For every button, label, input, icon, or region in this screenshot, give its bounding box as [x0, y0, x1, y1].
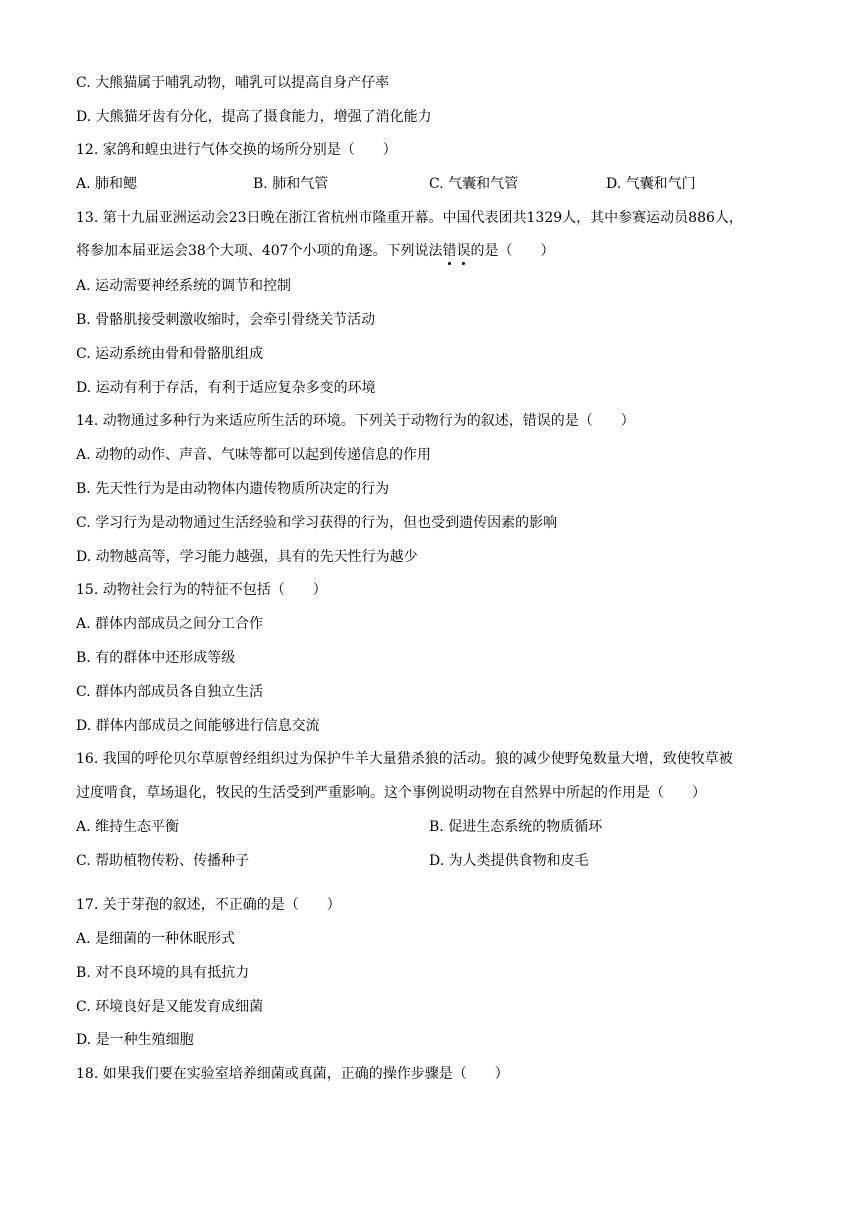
q12-option-c: C. 气囊和气管 — [429, 176, 519, 192]
q16-stem-line1: 16. 我国的呼伦贝尔草原曾经组织过为保护牛羊大量猎杀狼的活动。狼的减少使野兔数量大增，致使牧草被 — [76, 751, 733, 767]
q16-option-a: A. 维持生态平衡 — [76, 819, 180, 835]
q12-stem: 12. 家鸽和蝗虫进行气体交换的场所分别是（ ） — [76, 142, 397, 158]
q13-option-d: D. 运动有利于存活，有利于适应复杂多变的环境 — [76, 380, 376, 396]
emphasis-char: 错 — [442, 243, 457, 259]
q16-option-c: C. 帮助植物传粉、传播种子 — [76, 853, 250, 869]
q17-option-c: C. 环境良好是又能发育成细菌 — [76, 999, 264, 1015]
q13-stem-line1: 13. 第十九届亚洲运动会23日晚在浙江省杭州市隆重开幕。中国代表团共1329人，其中参赛运动员886人， — [76, 210, 743, 226]
q14-option-b: B. 先天性行为是由动物体内遗传物质所决定的行为 — [76, 481, 390, 497]
q17-option-d: D. 是一种生殖细胞 — [76, 1032, 194, 1048]
q14-stem: 14. 动物通过多种行为来适应所生活的环境。下列关于动物行为的叙述，错误的是（ ） — [76, 413, 635, 429]
q15-option-b: B. 有的群体中还形成等级 — [76, 650, 236, 666]
q15-option-d: D. 群体内部成员之间能够进行信息交流 — [76, 718, 320, 734]
q17-stem: 17. 关于芽孢的叙述，不正确的是（ ） — [76, 897, 341, 913]
q17-option-b: B. 对不良环境的具有抵抗力 — [76, 965, 250, 981]
q11-option-c: C. 大熊猫属于哺乳动物，哺乳可以提高自身产仔率 — [76, 75, 390, 91]
q11-option-d: D. 大熊猫牙齿有分化，提高了摄食能力，增强了消化能力 — [76, 109, 432, 125]
q13-option-b: B. 骨骼肌接受刺激收缩时，会牵引骨绕关节活动 — [76, 312, 376, 328]
q16-option-b: B. 促进生态系统的物质循环 — [429, 819, 603, 835]
q16-stem-line2: 过度啃食，草场退化，牧民的生活受到严重影响。这个事例说明动物在自然界中所起的作用是（ ） — [76, 785, 706, 801]
q15-stem: 15. 动物社会行为的特征不包括（ ） — [76, 582, 327, 598]
q13-stem-text: 将参加本届亚运会38个大项、407个小项的角逐。下列说法 — [76, 243, 443, 259]
q12-option-b: B. 肺和气管 — [253, 176, 329, 192]
q14-option-c: C. 学习行为是动物通过生活经验和学习获得的行为，但也受到遗传因素的影响 — [76, 515, 558, 531]
q14-option-d: D. 动物越高等，学习能力越强，具有的先天性行为越少 — [76, 549, 418, 565]
q13-stem-text: 的是（ ） — [470, 243, 555, 259]
q15-option-c: C. 群体内部成员各自独立生活 — [76, 684, 264, 700]
q17-option-a: A. 是细菌的一种休眠形式 — [76, 931, 236, 947]
q13-option-c: C. 运动系统由骨和骨骼肌组成 — [76, 346, 264, 362]
q13-stem-line2 — [76, 241, 555, 261]
q16-option-d: D. 为人类提供食物和皮毛 — [429, 853, 589, 869]
q13-option-a: A. 运动需要神经系统的调节和控制 — [76, 278, 292, 294]
emphasis-char: 误 — [456, 243, 471, 259]
q15-option-a: A. 群体内部成员之间分工合作 — [76, 616, 264, 632]
q14-option-a: A. 动物的动作、声音、气味等都可以起到传递信息的作用 — [76, 447, 432, 463]
q12-option-d: D. 气囊和气门 — [606, 176, 696, 192]
q12-option-a: A. 肺和鳃 — [76, 176, 138, 192]
q18-stem: 18. 如果我们要在实验室培养细菌或真菌，正确的操作步骤是（ ） — [76, 1066, 509, 1082]
